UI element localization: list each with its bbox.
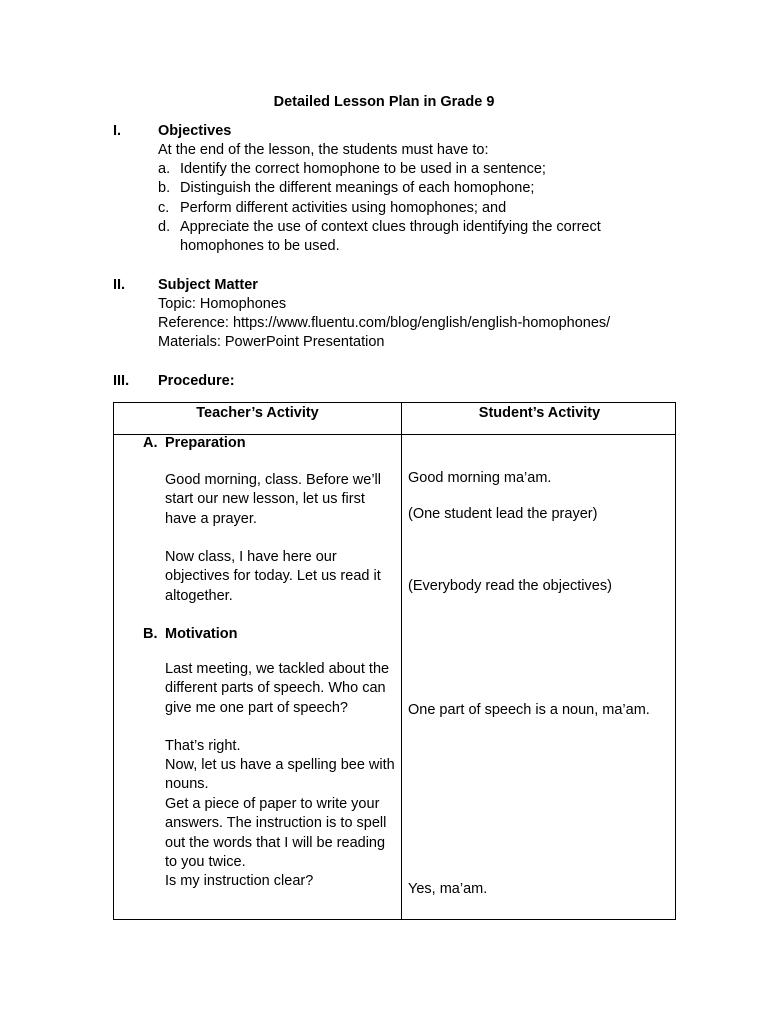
objective-letter-b: b. — [158, 180, 171, 196]
section-numeral-objectives: I. — [113, 123, 122, 139]
subject-reference: Reference: https://www.fluentu.com/blog/english/english-homophones/ — [158, 315, 611, 331]
subject-matter-heading: Subject Matter — [158, 277, 258, 293]
objective-item-b: Distinguish the different meanings of each homophone; — [180, 180, 535, 196]
teacher-motivation-instruction: Get a piece of paper to write your answers. The instruction is to spell out the words that I will be reading to you twice. — [165, 796, 387, 870]
motivation-heading: Motivation — [165, 626, 238, 642]
student-motivation-answer: One part of speech is a noun, ma’am. — [408, 702, 650, 718]
procedure-heading: Procedure: — [158, 373, 235, 389]
student-preparation-greeting: Good morning ma’am. — [408, 470, 552, 486]
objectives-heading: Objectives — [158, 123, 232, 139]
student-preparation-prayer: (One student lead the prayer) — [408, 506, 598, 522]
objective-item-d: Appreciate the use of context clues through identifying the correct homophones to be used. — [180, 219, 601, 255]
teacher-preparation-objectives: Now class, I have here our objectives for today. Let us read it altogether. — [165, 549, 381, 604]
objective-letter-c: c. — [158, 200, 170, 216]
teacher-motivation-spelling-bee: Now, let us have a spelling bee with nouns. — [165, 757, 395, 793]
motivation-letter: B. — [143, 626, 158, 642]
preparation-heading: Preparation — [165, 435, 246, 451]
document-title: Detailed Lesson Plan in Grade 9 — [273, 94, 495, 110]
objectives-intro: At the end of the lesson, the students must have to: — [158, 142, 489, 158]
teacher-motivation-question: Last meeting, we tackled about the different parts of speech. Who can give me one part of speech? — [165, 661, 390, 716]
subject-topic: Topic: Homophones — [158, 296, 287, 312]
section-numeral-subject-matter: II. — [113, 277, 126, 293]
objective-item-a: Identify the correct homophone to be used in a sentence; — [180, 161, 546, 177]
teacher-motivation-affirm: That’s right. — [165, 738, 241, 754]
procedure-table — [113, 402, 676, 920]
objective-letter-a: a. — [158, 161, 171, 177]
section-numeral-procedure: III. — [113, 373, 130, 389]
objective-letter-d: d. — [158, 219, 171, 235]
objective-item-c: Perform different activities using homophones; and — [180, 200, 507, 216]
teacher-motivation-check: Is my instruction clear? — [165, 873, 314, 889]
student-motivation-confirm: Yes, ma’am. — [408, 881, 488, 897]
student-activity-header: Student’s Activity — [478, 405, 601, 421]
teacher-activity-header: Teacher’s Activity — [196, 405, 319, 421]
subject-materials: Materials: PowerPoint Presentation — [158, 334, 385, 350]
table-column-divider — [401, 403, 402, 919]
teacher-preparation-greeting: Good morning, class. Before we’ll start our new lesson, let us first have a prayer. — [165, 472, 381, 527]
student-preparation-objectives: (Everybody read the objectives) — [408, 578, 612, 594]
preparation-letter: A. — [143, 435, 158, 451]
